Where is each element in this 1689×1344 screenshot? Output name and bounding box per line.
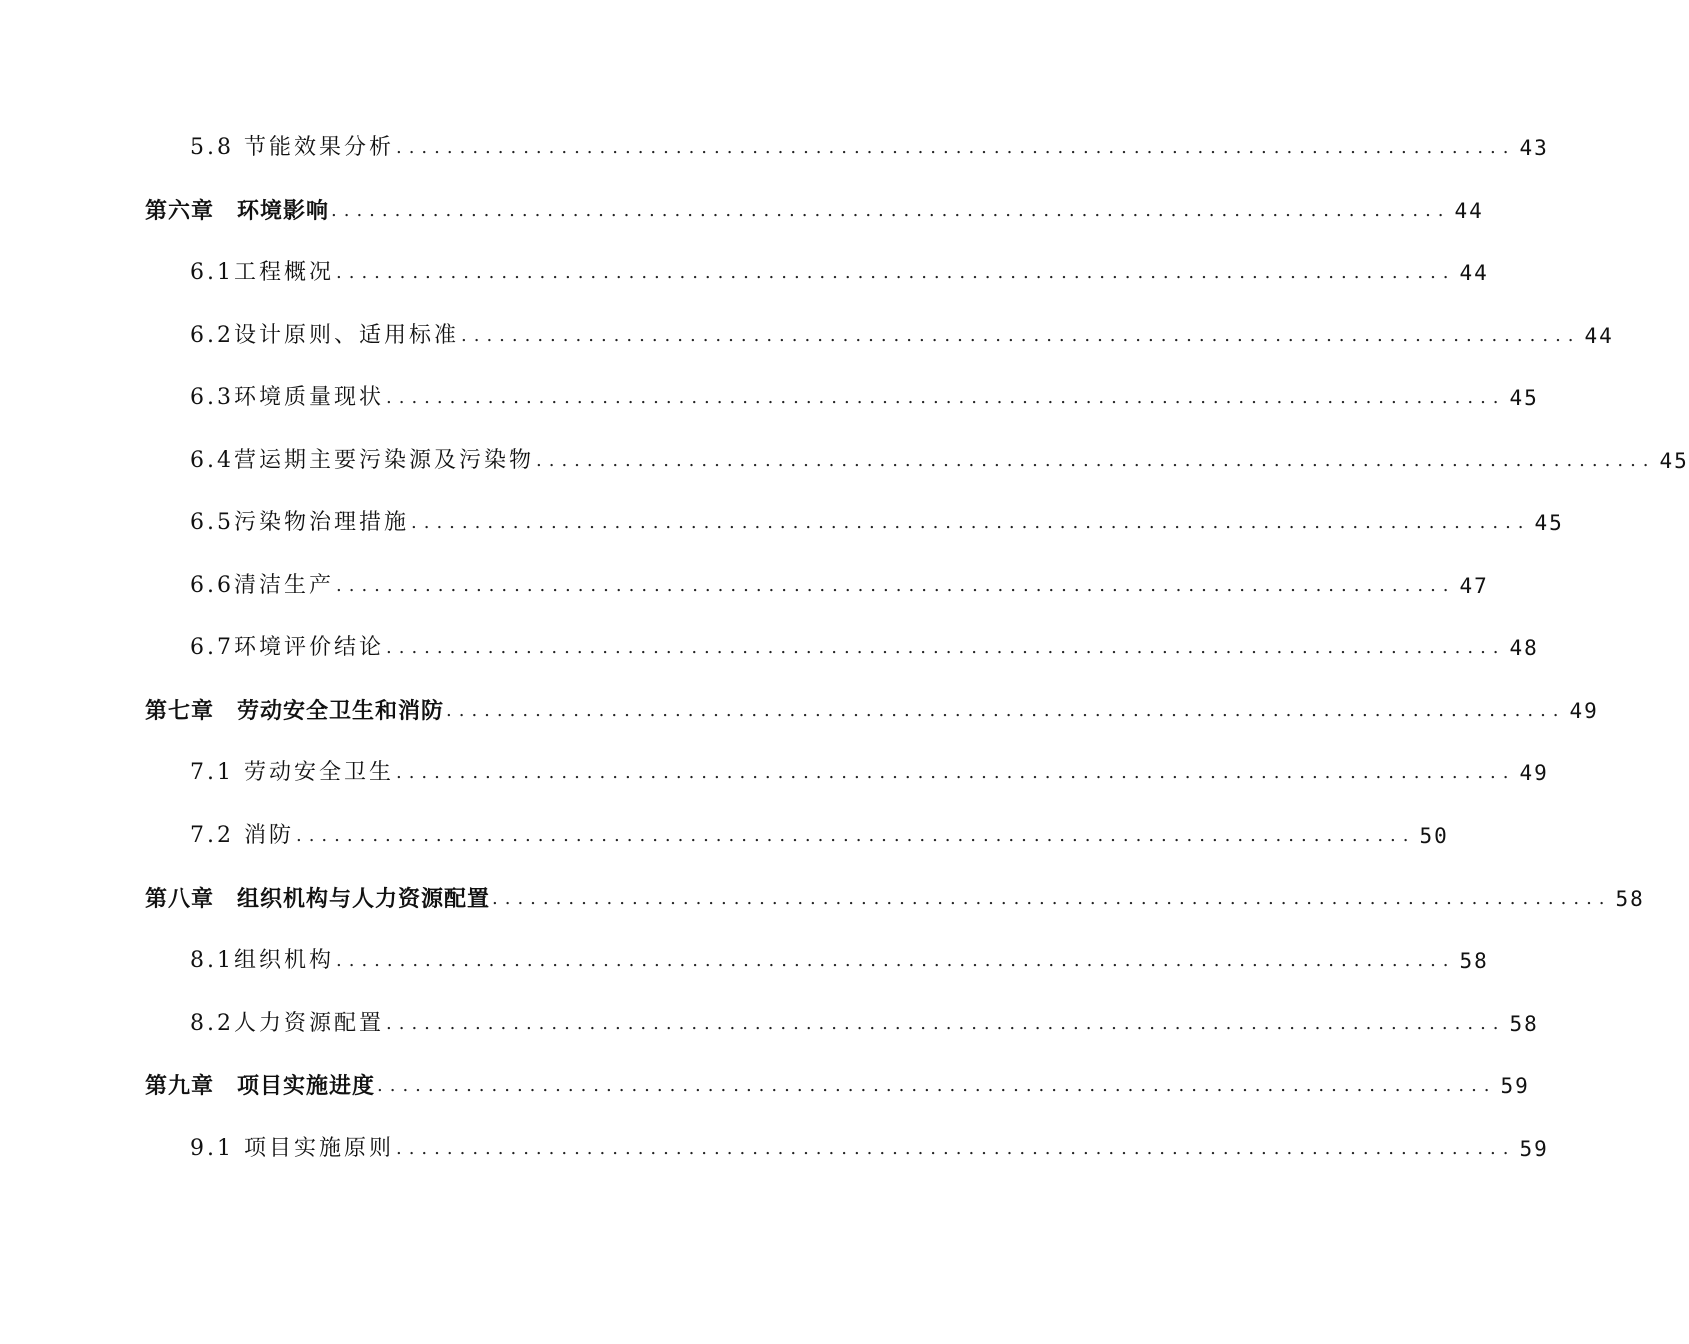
toc-entry-title: 第六章 环境影响 — [145, 198, 330, 224]
dot-leader: ........................................................................................ — [446, 700, 1566, 721]
dot-leader: ........................................................................................ — [331, 200, 1451, 221]
dot-leader: ........................................................................................ — [461, 325, 1581, 346]
toc-page-number: 48 — [1509, 636, 1539, 660]
dot-leader: ........................................................................................ — [336, 262, 1456, 283]
toc-page-number: 59 — [1500, 1074, 1530, 1098]
toc-entry-title: 8.1组织机构 — [190, 948, 334, 973]
toc-entry-title: 6.4营运期主要污染源及污染物 — [190, 448, 534, 473]
toc-entry-5-8[interactable] — [190, 131, 1549, 165]
toc-entry-title: 6.5污染物治理措施 — [190, 510, 409, 535]
toc-page-number: 45 — [1509, 386, 1539, 410]
toc-page-number: 49 — [1519, 761, 1549, 785]
toc-entry-title: 9.1 项目实施原则 — [190, 1136, 394, 1161]
dot-leader: ........................................................................................ — [386, 637, 1506, 658]
toc-entry-chapter-7[interactable] — [145, 694, 1599, 728]
toc-page-number: 59 — [1519, 1137, 1549, 1161]
toc-entry-9-1[interactable] — [190, 1132, 1549, 1166]
toc-entry-6-3[interactable] — [190, 381, 1539, 415]
toc-entry-6-2[interactable] — [190, 319, 1614, 353]
toc-page-number: 58 — [1459, 949, 1489, 973]
dot-leader: ........................................................................................ — [395, 1138, 1516, 1159]
toc-entry-title: 第九章 项目实施进度 — [145, 1073, 376, 1099]
toc-page-number: 44 — [1584, 324, 1614, 348]
dot-leader: ........................................................................................ — [377, 1075, 1497, 1096]
toc-entry-7-1[interactable] — [190, 756, 1549, 790]
toc-page-number: 47 — [1459, 574, 1489, 598]
dot-leader: ........................................................................................ — [336, 950, 1456, 971]
toc-entry-title: 8.2人力资源配置 — [190, 1011, 384, 1036]
toc-entry-title: 6.3环境质量现状 — [190, 385, 384, 410]
toc-entry-6-1[interactable] — [190, 256, 1489, 290]
toc-entry-title: 7.1 劳动安全卫生 — [190, 760, 394, 785]
toc-entry-6-4[interactable] — [190, 444, 1689, 478]
toc-entry-6-5[interactable] — [190, 506, 1564, 540]
dot-leader: ........................................................................................ — [336, 575, 1456, 596]
toc-entry-7-2[interactable] — [190, 819, 1449, 853]
dot-leader: ........................................................................................ — [411, 512, 1531, 533]
toc-entry-title: 6.6清洁生产 — [190, 573, 334, 598]
toc-entry-6-6[interactable] — [190, 569, 1489, 603]
toc-entry-title: 6.1工程概况 — [190, 260, 334, 285]
toc-page-number: 58 — [1509, 1012, 1539, 1036]
toc-page-number: 50 — [1419, 824, 1449, 848]
dot-leader: ........................................................................................ — [386, 1013, 1506, 1034]
dot-leader: ........................................................................................ — [295, 825, 1416, 846]
dot-leader: ........................................................................................ — [492, 888, 1612, 909]
toc-page-number: 45 — [1534, 511, 1564, 535]
dot-leader: ........................................................................................ — [386, 387, 1506, 408]
toc-entry-8-1[interactable] — [190, 944, 1489, 978]
toc-entry-title: 第七章 劳动安全卫生和消防 — [145, 698, 445, 724]
toc-entry-title: 第八章 组织机构与人力资源配置 — [145, 886, 491, 912]
toc-entry-6-7[interactable] — [190, 631, 1539, 665]
toc-entry-title: 6.7环境评价结论 — [190, 635, 384, 660]
dot-leader: ........................................................................................ — [395, 762, 1516, 783]
dot-leader: ........................................................................................ — [536, 450, 1656, 471]
toc-entry-title: 6.2设计原则、适用标准 — [190, 323, 459, 348]
toc-page-number: 45 — [1659, 449, 1689, 473]
toc-page-number: 49 — [1569, 699, 1599, 723]
toc-entry-title: 5.8 节能效果分析 — [190, 135, 394, 160]
dot-leader: ........................................................................................ — [395, 137, 1516, 158]
toc-page-number: 58 — [1615, 887, 1645, 911]
toc-page-number: 43 — [1519, 136, 1549, 160]
toc-page-number: 44 — [1459, 261, 1489, 285]
toc-entry-chapter-6[interactable] — [145, 194, 1484, 228]
toc-entry-8-2[interactable] — [190, 1007, 1539, 1041]
toc-entry-chapter-9[interactable] — [145, 1069, 1530, 1103]
toc-page-number: 44 — [1454, 199, 1484, 223]
toc-entry-chapter-8[interactable] — [145, 882, 1645, 916]
toc-entry-title: 7.2 消防 — [190, 823, 294, 848]
